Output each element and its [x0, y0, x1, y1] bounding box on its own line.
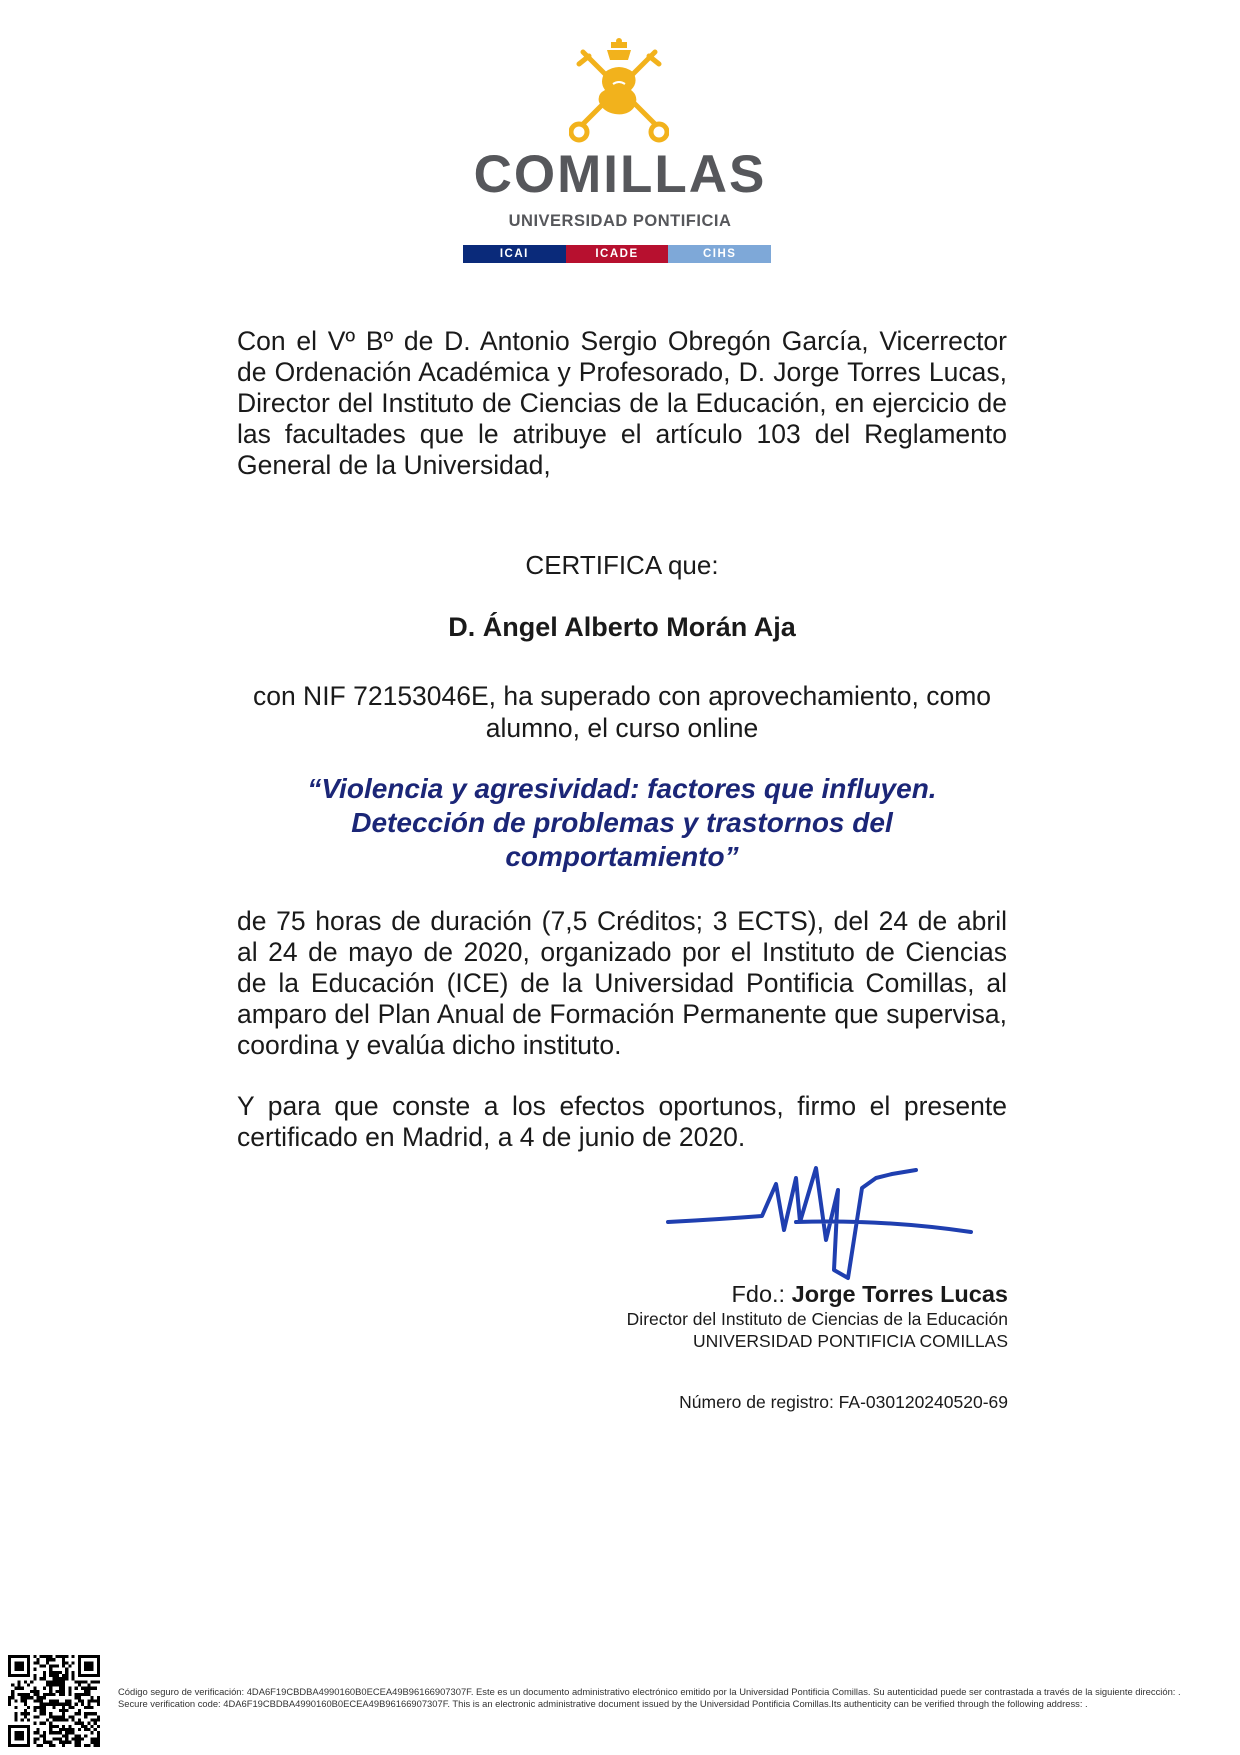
course-title-line-3: comportamiento”: [505, 841, 739, 872]
nif-statement: [237, 680, 1007, 744]
verification-text-es: Código seguro de verificación: 4DA6F19CBDBA4990160B0ECEA49B96166907307F. Este es un documento administrativo electrónico emitido por la Universidad Pontificia Comillas. Su autenticidad puede ser contrastada a través de la siguiente dirección: .: [118, 1686, 1181, 1697]
recipient-name: D. Ángel Alberto Morán Aja: [448, 612, 796, 642]
closing-paragraph: Y para que conste a los efectos oportunos, firmo el presente certificado en Madrid, a 4 de junio de 2020.: [237, 1091, 1007, 1152]
nif-line-1: con NIF 72153046E, ha superado con aprovechamiento, como: [252, 681, 992, 711]
crest-icon: [569, 38, 669, 148]
registry-number: Número de registro: FA-030120240520-69: [679, 1392, 1008, 1412]
intro-paragraph: Con el Vº Bº de D. Antonio Sergio Obregón García, Vicerrector de Ordenación Académica y Profesorado, D. Jorge Torres Lucas, Director del Instituto de Ciencias de la Educación, en ejercicio de las facultades que le atribuye el artículo 103 del Reglamento General de la Universidad,: [237, 326, 1007, 480]
signer-prefix: Fdo.:: [731, 1281, 786, 1307]
cihs-bar: CIHS: [668, 245, 771, 263]
signer-title: Director del Instituto de Ciencias de la Educación: [626, 1309, 1008, 1329]
signer-block: [500, 1280, 1008, 1352]
logo-subtitle: UNIVERSIDAD PONTIFICIA: [508, 212, 732, 230]
course-title-line-1: “Violencia y agresividad: factores que influyen.: [307, 773, 937, 804]
icade-bar: ICADE: [566, 245, 669, 263]
signer-line: [500, 1280, 1008, 1308]
logo-wordmark: COMILLAS: [473, 145, 767, 204]
verification-text-en: Secure verification code: 4DA6F19CBDBA4990160B0ECEA49B96166907307F. This is an electronic administrative document issued by the Universidad Pontificia Comillas.Its authenticity can be verified through the following address: .: [118, 1698, 1088, 1709]
certifica-heading: CERTIFICA que:: [525, 550, 719, 580]
course-title: [237, 772, 1007, 874]
qr-code-icon: [8, 1655, 100, 1747]
logo-school-bars: [463, 245, 771, 263]
handwritten-signature: [666, 1160, 976, 1288]
course-title-line-2: Detección de problemas y trastornos del: [351, 807, 893, 838]
icai-bar: ICAI: [463, 245, 566, 263]
verification-footer: [118, 1686, 1233, 1710]
nif-line-2: alumno, el curso online: [485, 713, 759, 743]
signer-institution: UNIVERSIDAD PONTIFICIA COMILLAS: [692, 1331, 1008, 1351]
university-logo: [455, 38, 785, 270]
signer-name: Jorge Torres Lucas: [791, 1281, 1008, 1307]
course-details-paragraph: de 75 horas de duración (7,5 Créditos; 3 ECTS), del 24 de abril al 24 de mayo de 2020, organizado por el Instituto de Ciencias de la Educación (ICE) de la Universidad Pontificia Comillas, al amparo del Plan Anual de Formación Permanente que supervisa, coordina y evalúa dicho instituto.: [237, 906, 1007, 1060]
